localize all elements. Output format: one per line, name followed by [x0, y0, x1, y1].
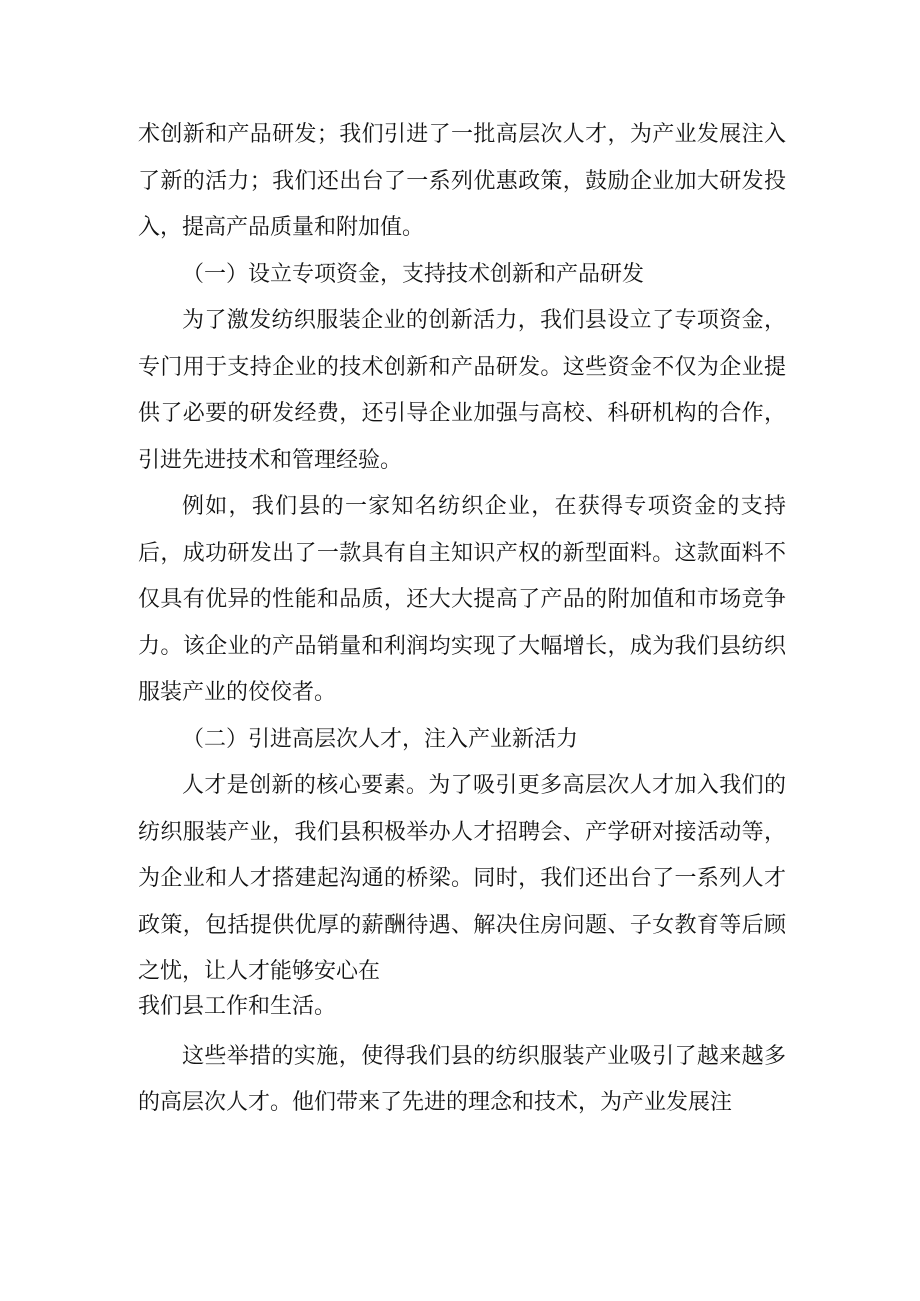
paragraph-talent-policy: 人才是创新的核心要素。为了吸引更多高层次人才加入我们的纺织服装产业，我们县积极举办人才招聘会、产学研对接活动等，为企业和人才搭建起沟通的桥梁。同时，我们还出台了一系列人才政策，包括提供优厚的薪酬待遇、解决住房问题、子女教育等后顾之忧，让人才能够安心在 — [138, 773, 786, 984]
paragraph-continuation: 术创新和产品研发；我们引进了一批高层次人才，为产业发展注入了新的活力；我们还出台了一系列优惠政策，鼓励企业加大研发投入，提高产品质量和附加值。 — [138, 122, 786, 240]
paragraph-talent-policy-tail: 我们县工作和生活。 — [138, 993, 337, 1019]
paragraph-example-enterprise: 例如，我们县的一家知名纺织企业，在获得专项资金的支持后，成功研发出了一款具有自主知识产权的新型面料。这款面料不仅具有优异的性能和品质，还大大提高了产品的附加值和市场竞争力。该企业的产品销量和利润均实现了大幅增长，成为我们县纺织服装产业的佼佼者。 — [138, 494, 786, 705]
section-heading-2: （二）引进高层次人才，注入产业新活力 — [182, 726, 579, 752]
paragraph-special-fund: 为了激发纺织服装企业的创新活力，我们县设立了专项资金，专门用于支持企业的技术创新和产品研发。这些资金不仅为企业提供了必要的研发经费，还引导企业加强与高校、科研机构的合作，引进先进技术和管理经验。 — [138, 308, 786, 473]
document-body — [138, 112, 786, 1127]
paragraph-talent-results: 这些举措的实施，使得我们县的纺织服装产业吸引了越来越多的高层次人才。他们带来了先进的理念和技术，为产业发展注 — [138, 1043, 786, 1115]
section-heading-1: （一）设立专项资金，支持技术创新和产品研发 — [182, 261, 645, 287]
